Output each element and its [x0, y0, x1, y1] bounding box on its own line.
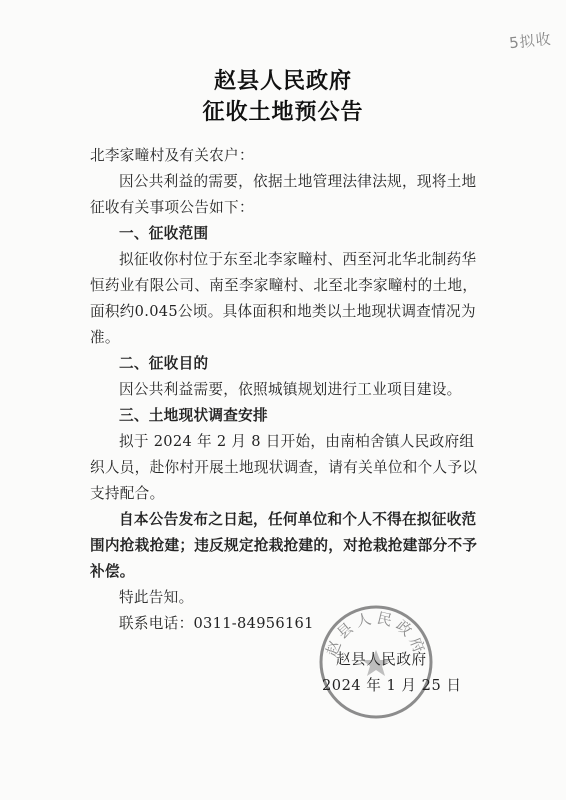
section2-body: 因公共利益需要，依照城镇规划进行工业项目建设。: [119, 381, 462, 398]
addressee: 北李家疃村及有关农户：: [90, 147, 254, 164]
document-title: 赵县人民政府: [213, 68, 352, 94]
intro-paragraph: 因公共利益的需要，依据土地管理法律法规，现将土地征收有关事项公告如下：: [90, 173, 477, 216]
section1-body: 拟征收你村位于东至北李家疃村、西至河北华北制药华恒药业有限公司、南至李家疃村、北至北李家疃村的土地，面积约0.045公顷。具体面积和地类以土地现状调查情况为准。: [90, 251, 478, 346]
bold-notice: 自本公告发布之日起，任何单位和个人不得在拟征收范围内抢栽抢建；违反规定抢栽抢建的，对抢栽抢建部分不予补偿。: [90, 511, 478, 580]
handwritten-annotation: 5拟收: [508, 29, 553, 53]
section2-heading: 二、征收目的: [119, 355, 209, 372]
signature-date: 2024 年 1 月 25 日: [322, 677, 462, 694]
seal-text: 赵县人民政府: [322, 608, 430, 660]
section3-heading: 三、土地现状调查安排: [119, 407, 268, 424]
contact-line: 联系电话：0311-84956161: [119, 615, 314, 632]
document-subtitle: 征收土地预公告: [202, 99, 364, 125]
closing-line: 特此告知。: [119, 589, 194, 606]
section3-body: 拟于 2024 年 2 月 8 日开始，由南柏舍镇人民政府组织人员，赴你村开展土地现状调查，请有关单位和个人予以支持配合。: [90, 433, 478, 502]
section1-heading: 一、征收范围: [119, 225, 209, 242]
signature-organization: 赵县人民政府: [336, 651, 427, 668]
